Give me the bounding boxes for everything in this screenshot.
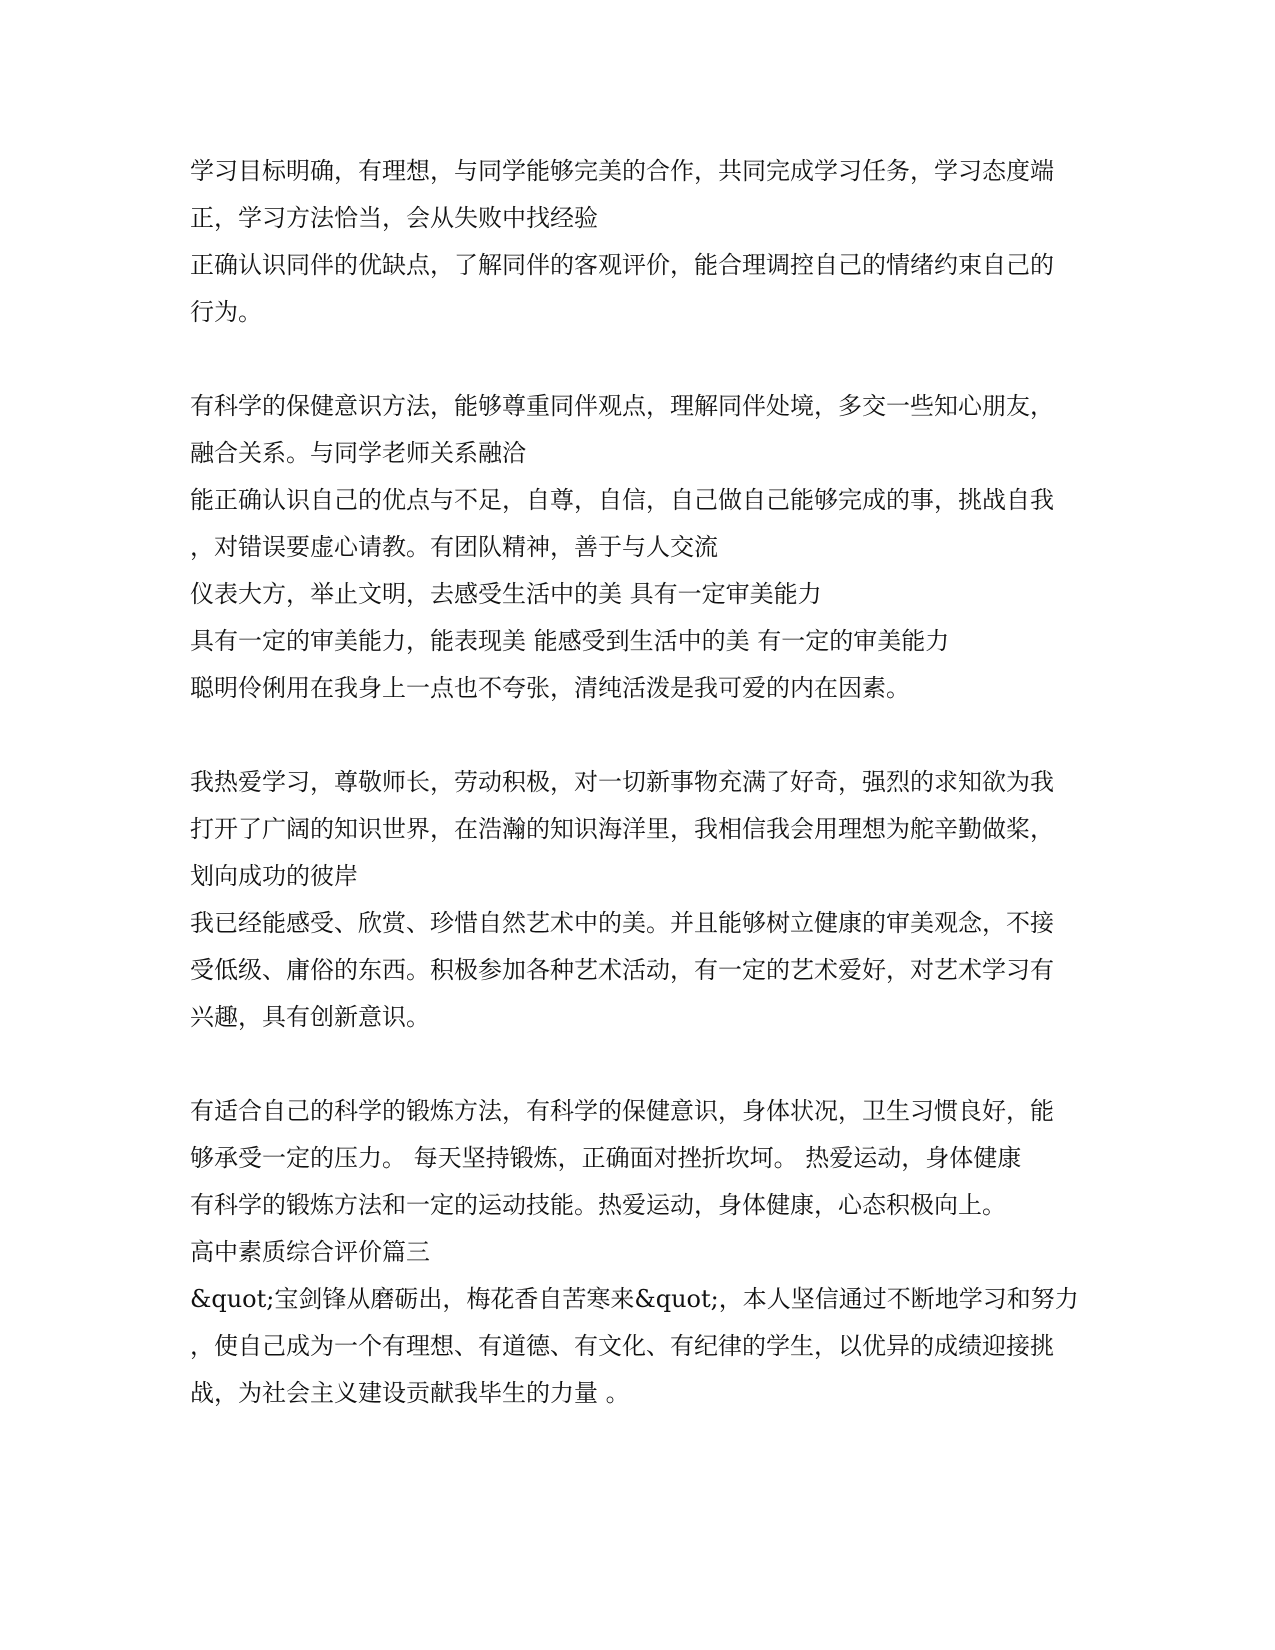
text-line: 打开了广阔的知识世界，在浩瀚的知识海洋里，我相信我会用理想为舵辛勤做桨， [190, 815, 1054, 843]
text-line: 战，为社会主义建设贡献我毕生的力量 。 [190, 1379, 630, 1407]
text-line: 有科学的保健意识方法，能够尊重同伴观点，理解同伴处境，多交一些知心朋友， [190, 392, 1054, 420]
text-line: ，使自己成为一个有理想、有道德、有文化、有纪律的学生，以优异的成绩迎接挑 [190, 1332, 1054, 1360]
text-line: 正确认识同伴的优缺点，了解同伴的客观评价，能合理调控自己的情绪约束自己的 [190, 251, 1054, 279]
text-line: 我热爱学习，尊敬师长，劳动积极，对一切新事物充满了好奇，强烈的求知欲为我 [190, 768, 1054, 796]
text-line: 聪明伶俐用在我身上一点也不夸张，清纯活泼是我可爱的内在因素。 [190, 674, 910, 702]
text-line: 具有一定的审美能力，能表现美 能感受到生活中的美 有一定的审美能力 [190, 627, 950, 655]
text-line: 能正确认识自己的优点与不足，自尊，自信，自己做自己能够完成的事，挑战自我 [190, 486, 1054, 514]
text-line: 有科学的锻炼方法和一定的运动技能。热爱运动，身体健康，心态积极向上。 [190, 1191, 1006, 1219]
text-line: 兴趣，具有创新意识。 [190, 1003, 430, 1031]
text-line: 够承受一定的压力。 每天坚持锻炼，正确面对挫折坎坷。 热爱运动，身体健康 [190, 1144, 1022, 1172]
text-line: 学习目标明确，有理想，与同学能够完美的合作，共同完成学习任务，学习态度端 [190, 157, 1054, 185]
text-line: &quot;宝剑锋从磨砺出，梅花香自苦寒来&quot;，本人坚信通过不断地学习和努力 [190, 1285, 1079, 1313]
text-line: 受低级、庸俗的东西。积极参加各种艺术活动，有一定的艺术爱好，对艺术学习有 [190, 956, 1054, 984]
text-line: 行为。 [190, 298, 262, 326]
text-line: 划向成功的彼岸 [190, 862, 358, 890]
text-line: 我已经能感受、欣赏、珍惜自然艺术中的美。并且能够树立健康的审美观念，不接 [190, 909, 1054, 937]
text-line: 融合关系。与同学老师关系融洽 [190, 439, 526, 467]
section-heading: 高中素质综合评价篇三 [190, 1238, 430, 1266]
text-line: 仪表大方，举止文明，去感受生活中的美 具有一定审美能力 [190, 580, 822, 608]
text-line: 正，学习方法恰当，会从失败中找经验 [190, 204, 598, 232]
text-line: 有适合自己的科学的锻炼方法，有科学的保健意识，身体状况，卫生习惯良好，能 [190, 1097, 1054, 1125]
text-line: ，对错误要虚心请教。有团队精神，善于与人交流 [190, 533, 718, 561]
